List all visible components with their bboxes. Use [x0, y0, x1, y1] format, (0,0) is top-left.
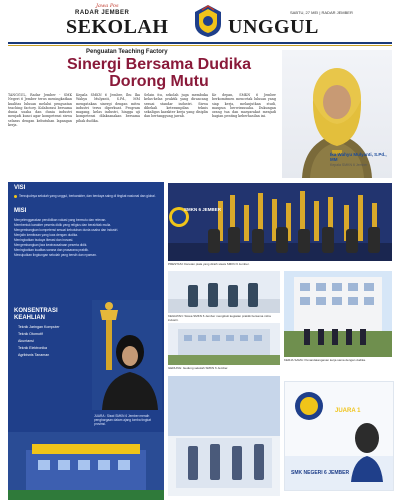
sidebar-photo-caption: JUARA : Siswi SMKN 6 Jember meraih penghargaan dalam ajang lomba tingkat provinsi.: [94, 414, 151, 426]
school-logo-icon: [193, 4, 223, 38]
keahlian-list: [18, 324, 98, 359]
issue-date: SABTU, 27 MEI | RADAR JEMBER: [290, 10, 353, 15]
misi-item: Membentuk karakter peserta didik yang religius dan berakhlak mulia.: [14, 223, 112, 227]
article-column-4: [212, 93, 276, 178]
practice-photo-graphic: [168, 271, 280, 313]
misi-list: [14, 218, 158, 258]
keahlian-item: Teknik Otomotif: [18, 332, 43, 336]
visi-text: [14, 194, 156, 198]
article-column-1: [8, 93, 72, 178]
gallery-badge-text: SMKN 6 JEMBER: [184, 207, 222, 212]
masthead: [0, 0, 400, 46]
headline-line-2: Dorong Mutu: [109, 73, 209, 90]
practice-photo: [168, 271, 280, 313]
bullet-icon: [14, 195, 17, 198]
article-column-3: [144, 93, 208, 178]
misi-item: Meningkatkan kualitas sarana dan prasarana praktik.: [14, 248, 89, 252]
column-text: Ke depan, SMKN 6 Jember berkomitmen mencetak lulusan yang siap kerja, melanjutkan studi, maupun berwirausaha. Dukungan orang tua dan masyarakat menjadi bagian penting keberhasilan ini.: [212, 93, 276, 119]
column-text: Kepala SMKN 6 Jember, Ibu Ika Wahyu Mulyanti, S.Pd., MM mengatakan sinergi dengan mitra industri terus diperkuat. Program magang, kelas industri, hingga uji kompetensi dilaksanakan bersama pihak dudika.: [76, 93, 140, 123]
article-column-2: [76, 93, 140, 178]
column-text: Selain itu, sekolah juga membuka kelas-kelas praktik yang dirancang sesuai standar industri. Siswa dibekali keterampilan teknis sekaligus karakter kerja yang disiplin dan bertanggung jawab.: [144, 93, 208, 119]
article-subheading: Penguatan Teaching Factory: [86, 49, 168, 55]
promo-title: JUARA 1: [335, 408, 361, 414]
visi-text-content: Terwujudnya sekolah yang unggul, berkarakter, dan berdaya saing di tingkat nasional dan global.: [19, 194, 156, 198]
keahlian-item: Agribisnis Tanaman: [18, 353, 50, 357]
article-body: [8, 93, 280, 178]
partnership-photo: [284, 271, 392, 357]
activity-photo-graphic: [168, 376, 280, 496]
masthead-rule: [8, 42, 392, 44]
portrait-name: Ika Wahyu Mulyanti, S.Pd., MM: [330, 152, 387, 162]
trophy-caption: PRESTASI: Deretan piala yang diraih siswa SMKN 6 Jember.: [168, 262, 250, 266]
portrait-role: Kepala SMKN 6 Jember: [330, 163, 368, 167]
headline-line-1: Sinergi Bersama Dudika: [66, 56, 252, 73]
title-right: UNGGUL: [228, 16, 319, 38]
portrait-caption: [330, 152, 392, 170]
group-photo-graphic: [168, 183, 392, 261]
partnership-photo-graphic: [284, 271, 392, 357]
misi-item: Mewujudkan lingkungan sekolah yang bersih dan nyaman.: [14, 253, 97, 257]
partnership-caption: KERJA SAMA: Penandatanganan kerja sama dengan dudika.: [284, 358, 366, 362]
masthead-rule-gold: [8, 45, 392, 46]
masthead-kicker: Jawa Pos: [96, 3, 119, 9]
misi-item: Mengembangkan jiwa kewirausahaan peserta didik.: [14, 243, 88, 247]
promo-box: [284, 381, 394, 491]
visi-heading: VISI: [14, 185, 26, 191]
student-trophy-photo: [92, 300, 162, 410]
keahlian-item: Teknik Elektronika: [18, 346, 47, 350]
misi-item: Meningkatkan budaya literasi dan inovasi.: [14, 238, 74, 242]
paper-name: RADAR JEMBER: [75, 10, 130, 16]
misi-heading: MISI: [14, 208, 27, 214]
building-photo: [168, 323, 280, 365]
misi-item: Mengembangkan kompetensi sesuai kebutuhan dunia usaha dan industri.: [14, 228, 119, 232]
building-photo-graphic: [168, 323, 280, 365]
misi-item: Menjalin kemitraan yang luas dengan dudika.: [14, 233, 78, 237]
activity-photo: [168, 376, 280, 496]
practice-caption: KEGIATAN: Siswa SMKN 6 Jember mengikuti kegiatan praktik bersama mitra industri.: [168, 314, 271, 322]
article-headline: [34, 56, 284, 90]
column-text: TANGGUL, Radar Jember - SMK Negeri 6 Jember terus meningkatkan kualitas lulusan melalui penguatan teaching factory. Kolaborasi bersama dunia usaha dan dunia industri menjadi kunci agar kompetensi siswa selaras dengan kebutuhan lapangan kerja.: [8, 93, 72, 128]
promo-text: SMK NEGERI 6 JEMBER: [291, 470, 350, 476]
misi-item: Menyelenggarakan pendidikan vokasi yang bermutu dan relevan.: [14, 218, 107, 222]
keahlian-heading: KONSENTRASI KEAHLIAN: [14, 308, 58, 321]
building-caption: GEDUNG: Gedung sekolah SMKN 6 Jember.: [168, 366, 229, 370]
keahlian-item: Teknik Jaringan Komputer: [18, 325, 60, 329]
title-left: SEKOLAH: [66, 16, 169, 38]
keahlian-item: Akuntansi: [18, 339, 34, 343]
trophy-group-photo: [168, 183, 392, 261]
school-building-photo: [8, 432, 164, 500]
sidebar-panel: [8, 182, 164, 500]
